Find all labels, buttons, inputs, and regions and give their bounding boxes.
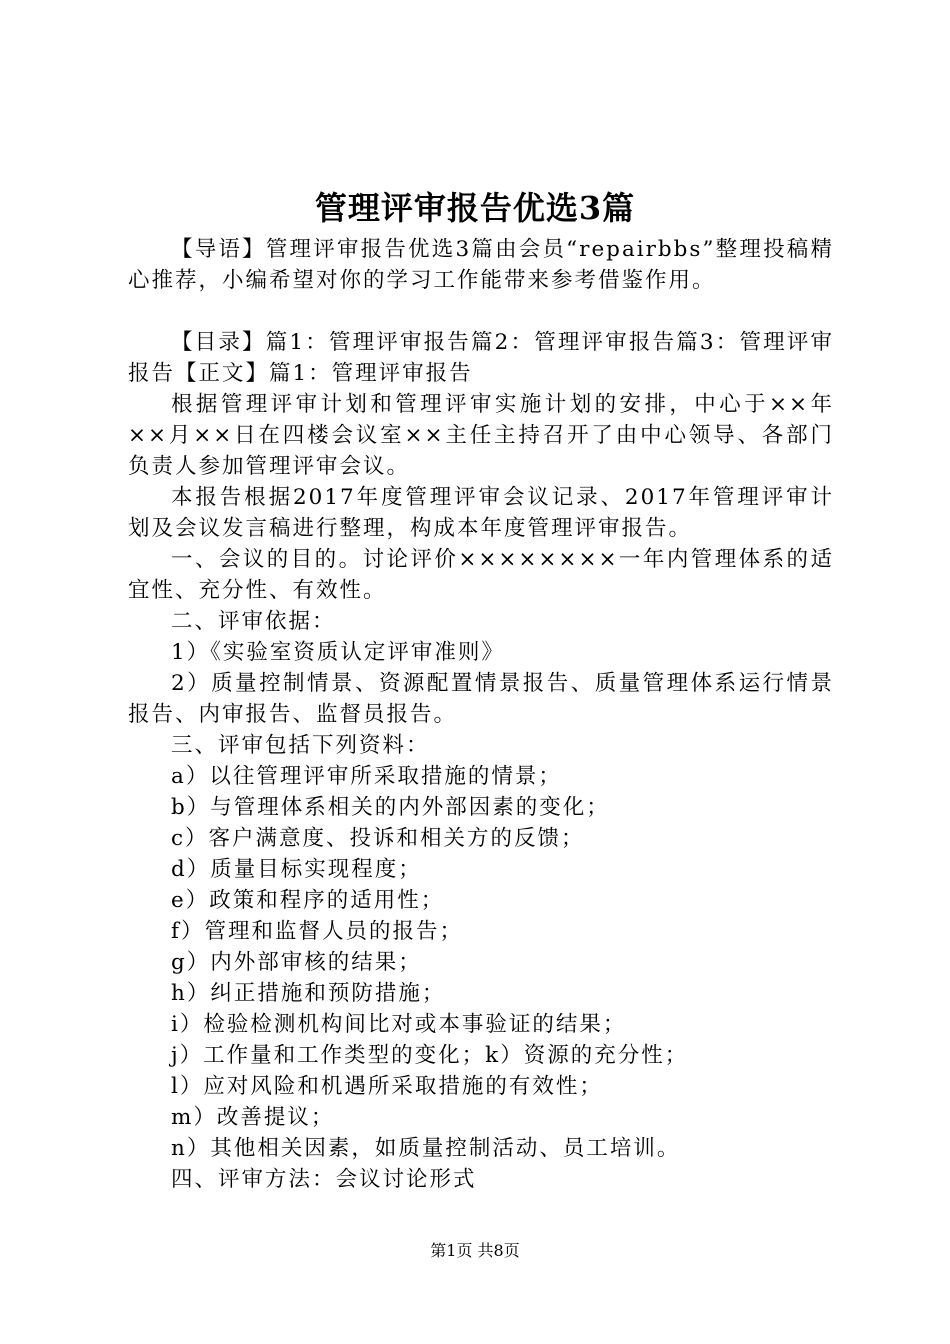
- list-item: 2）质量控制情景、资源配置情景报告、质量管理体系运行情景报告、内审报告、监督员报告。: [128, 671, 834, 727]
- body-paragraph: 根据管理评审计划和管理评审实施计划的安排，中心于××年××月××日在四楼会议室××主任主持召开了由中心领导、各部门负责人参加管理评审会议。: [128, 392, 834, 479]
- list-item: j）工作量和工作类型的变化；k）资源的充分性；: [171, 1043, 689, 1068]
- list-item: l）应对风险和机遇所采取措施的有效性；: [171, 1074, 603, 1099]
- blank-line: [128, 296, 834, 327]
- document-body: [128, 234, 834, 1195]
- intro-paragraph: 【导语】管理评审报告优选3篇由会员“repairbbs”整理投稿精心推荐，小编希望对你的学习工作能带来参考借鉴作用。: [128, 237, 834, 293]
- section-heading: 三、评审包括下列资料：: [171, 733, 430, 758]
- list-item: f）管理和监督人员的报告；: [171, 919, 463, 944]
- list-item: g）内外部审核的结果；: [171, 950, 422, 975]
- document-title: 管理评审报告优选3篇: [314, 189, 636, 227]
- toc-paragraph: 【目录】篇1：管理评审报告篇2：管理评审报告篇3：管理评审报告【正文】篇1：管理评审报告: [128, 330, 834, 386]
- list-item: e）政策和程序的适用性；: [171, 888, 445, 913]
- list-item: b）与管理体系相关的内外部因素的变化；: [171, 795, 610, 820]
- list-item: n）其他相关因素，如质量控制活动、员工培训。: [171, 1136, 681, 1161]
- list-item: m）改善提议；: [171, 1105, 335, 1130]
- page-footer: 第1页 共8页: [430, 1241, 520, 1260]
- section-heading: 四、评审方法：会议讨论形式: [171, 1167, 477, 1192]
- section-heading: 一、会议的目的。讨论评价××××××××一年内管理体系的适宜性、充分性、有效性。: [128, 547, 834, 603]
- body-paragraph: 本报告根据2017年度管理评审会议记录、2017年管理评审计划及会议发言稿进行整理，构成本年度管理评审报告。: [128, 485, 834, 541]
- list-item: 1）《实验室资质认定评审准则》: [171, 640, 505, 665]
- list-item: d）质量目标实现程度；: [171, 857, 422, 882]
- list-item: i）检验检测机构间比对或本事验证的结果；: [171, 1012, 627, 1037]
- list-item: c）客户满意度、投诉和相关方的反馈；: [171, 826, 585, 851]
- list-item: a）以往管理评审所采取措施的情景；: [171, 764, 562, 789]
- section-heading: 二、评审依据：: [171, 609, 336, 634]
- list-item: h）纠正措施和预防措施；: [171, 981, 446, 1006]
